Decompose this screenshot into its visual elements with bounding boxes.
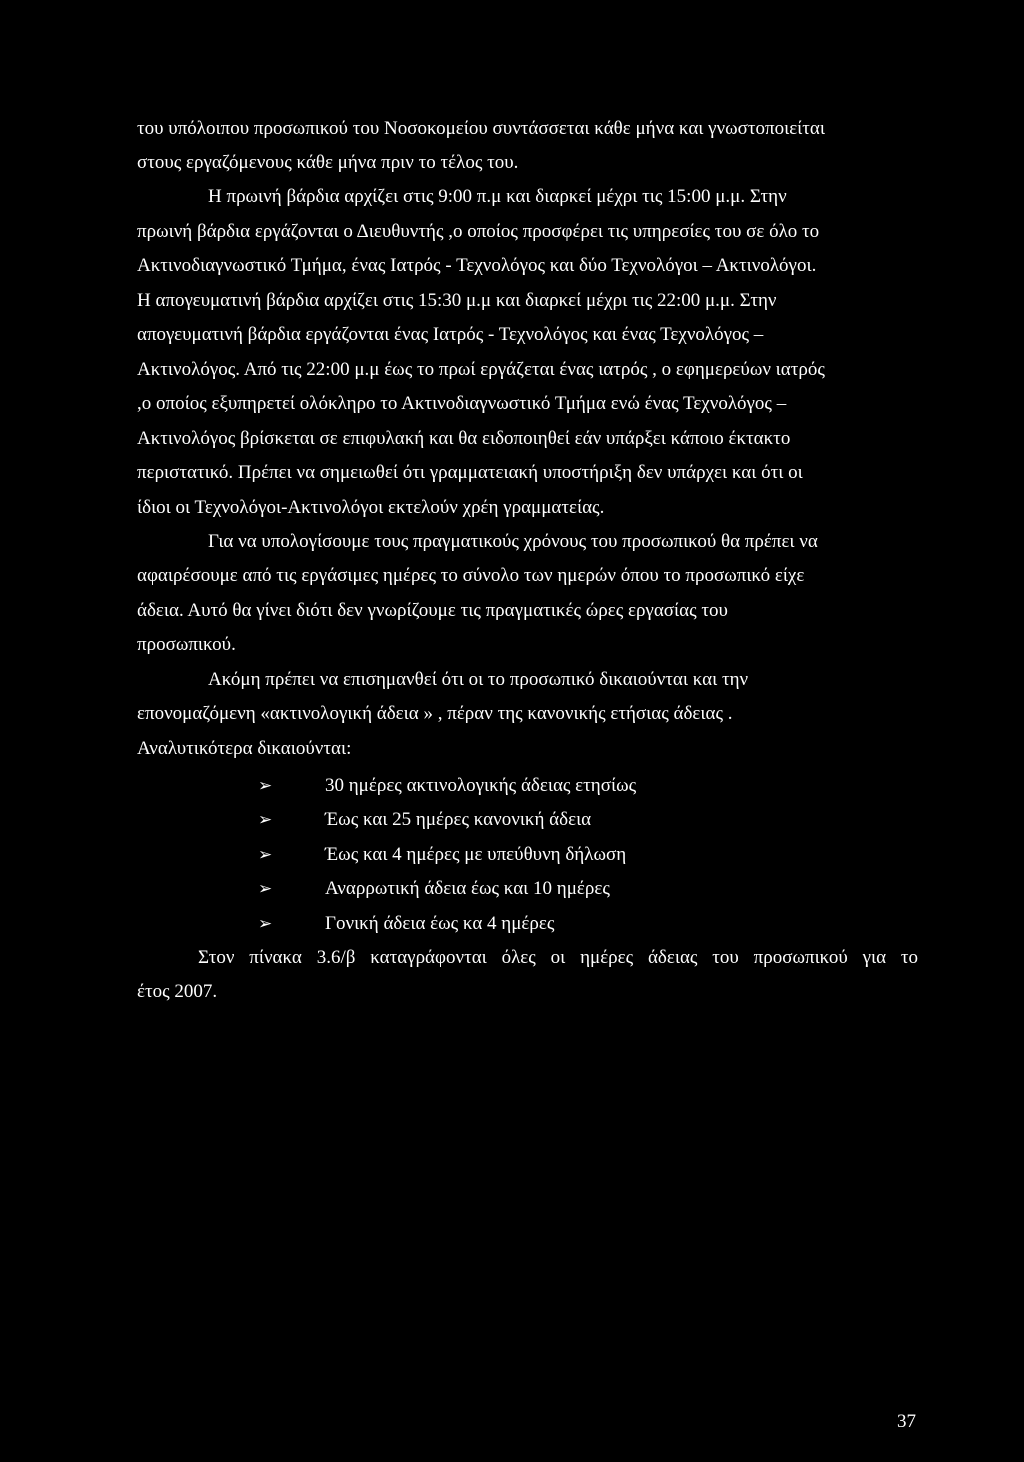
arrow-bullet-icon: ➢ <box>258 879 273 898</box>
bullet-text: Γονική άδεια έως κα 4 ημέρες <box>325 913 555 934</box>
paragraph-line: Ακτινολόγος βρίσκεται σε επιφυλακή και θα ειδοποιηθεί εάν υπάρξει κάποιο έκτακτο <box>137 428 791 449</box>
arrow-bullet-icon: ➢ <box>258 776 273 795</box>
paragraph-line: Ακτινοδιαγνωστικό Τμήμα, ένας Ιατρός - Τεχνολόγος και δύο Τεχνολόγοι – Ακτινολόγοι. <box>137 255 817 276</box>
paragraph-line: Ακόμη πρέπει να επισημανθεί ότι οι το προσωπικό δικαιούνται και την <box>208 669 749 690</box>
paragraph-line: προσωπικού. <box>137 634 236 655</box>
bullet-text: 30 ημέρες ακτινολογικής άδειας ετησίως <box>325 775 637 796</box>
paragraph-line: ίδιοι οι Τεχνολόγοι-Ακτινολόγοι εκτελούν χρέη γραμματείας. <box>137 497 605 518</box>
paragraph-line: Ακτινολόγος. Από τις 22:00 μ.μ έως το πρωί εργάζεται ένας ιατρός , ο εφημερεύων ιατρός <box>137 359 825 380</box>
paragraph-line: Η απογευματινή βάρδια αρχίζει στις 15:30 μ.μ και διαρκεί μέχρι τις 22:00 μ.μ. Στην <box>137 290 777 311</box>
paragraph-line: απογευματινή βάρδια εργάζονται ένας Ιατρός - Τεχνολόγος και ένας Τεχνολόγος – <box>137 324 764 345</box>
paragraph-line: Για να υπολογίσουμε τους πραγματικούς χρόνους του προσωπικού θα πρέπει να <box>208 531 818 552</box>
paragraph-line: Αναλυτικότερα δικαιούνται: <box>137 738 352 759</box>
paragraph-line: Η πρωινή βάρδια αρχίζει στις 9:00 π.μ και διαρκεί μέχρι τις 15:00 μ.μ. Στην <box>208 186 787 207</box>
arrow-bullet-icon: ➢ <box>258 810 273 829</box>
paragraph-line: πρωινή βάρδια εργάζονται ο Διευθυντής ,ο οποίος προσφέρει τις υπηρεσίες του σε όλο το <box>137 221 820 242</box>
bullet-text: Έως και 25 ημέρες κανονική άδεια <box>325 809 592 830</box>
page-number: 37 <box>897 1411 916 1432</box>
bullet-text: Έως και 4 ημέρες με υπεύθυνη δήλωση <box>325 844 627 865</box>
paragraph-line: στους εργαζόμενους κάθε μήνα πριν το τέλος του. <box>137 152 519 173</box>
paragraph-line: επονομαζόμενη «ακτινολογική άδεια » , πέραν της κανονικής ετήσιας άδειας . <box>137 703 733 724</box>
paragraph-line: περιστατικό. Πρέπει να σημειωθεί ότι γραμματειακή υποστήριξη δεν υπάρχει και ότι οι <box>137 462 803 483</box>
closing-line: Στον πίνακα 3.6/β καταγράφονται όλες οι ημέρες άδειας του προσωπικού για το <box>198 947 918 968</box>
arrow-bullet-icon: ➢ <box>258 914 273 933</box>
paragraph-line: ,ο οποίος εξυπηρετεί ολόκληρο το Ακτινοδιαγνωστικό Τμήμα ενώ ένας Τεχνολόγος – <box>137 393 787 414</box>
bullet-text: Αναρρωτική άδεια έως και 10 ημέρες <box>325 878 610 899</box>
arrow-bullet-icon: ➢ <box>258 845 273 864</box>
paragraph-line: άδεια. Αυτό θα γίνει διότι δεν γνωρίζουμε τις πραγματικές ώρες εργασίας του <box>137 600 728 621</box>
paragraph-line: αφαιρέσουμε από τις εργάσιμες ημέρες το σύνολο των ημερών όπου το προσωπικό είχε <box>137 565 805 586</box>
closing-tail: έτος 2007. <box>137 981 218 1002</box>
paragraph-line: του υπόλοιπου προσωπικού του Νοσοκομείου συντάσσεται κάθε μήνα και γνωστοποιείται <box>137 118 825 139</box>
